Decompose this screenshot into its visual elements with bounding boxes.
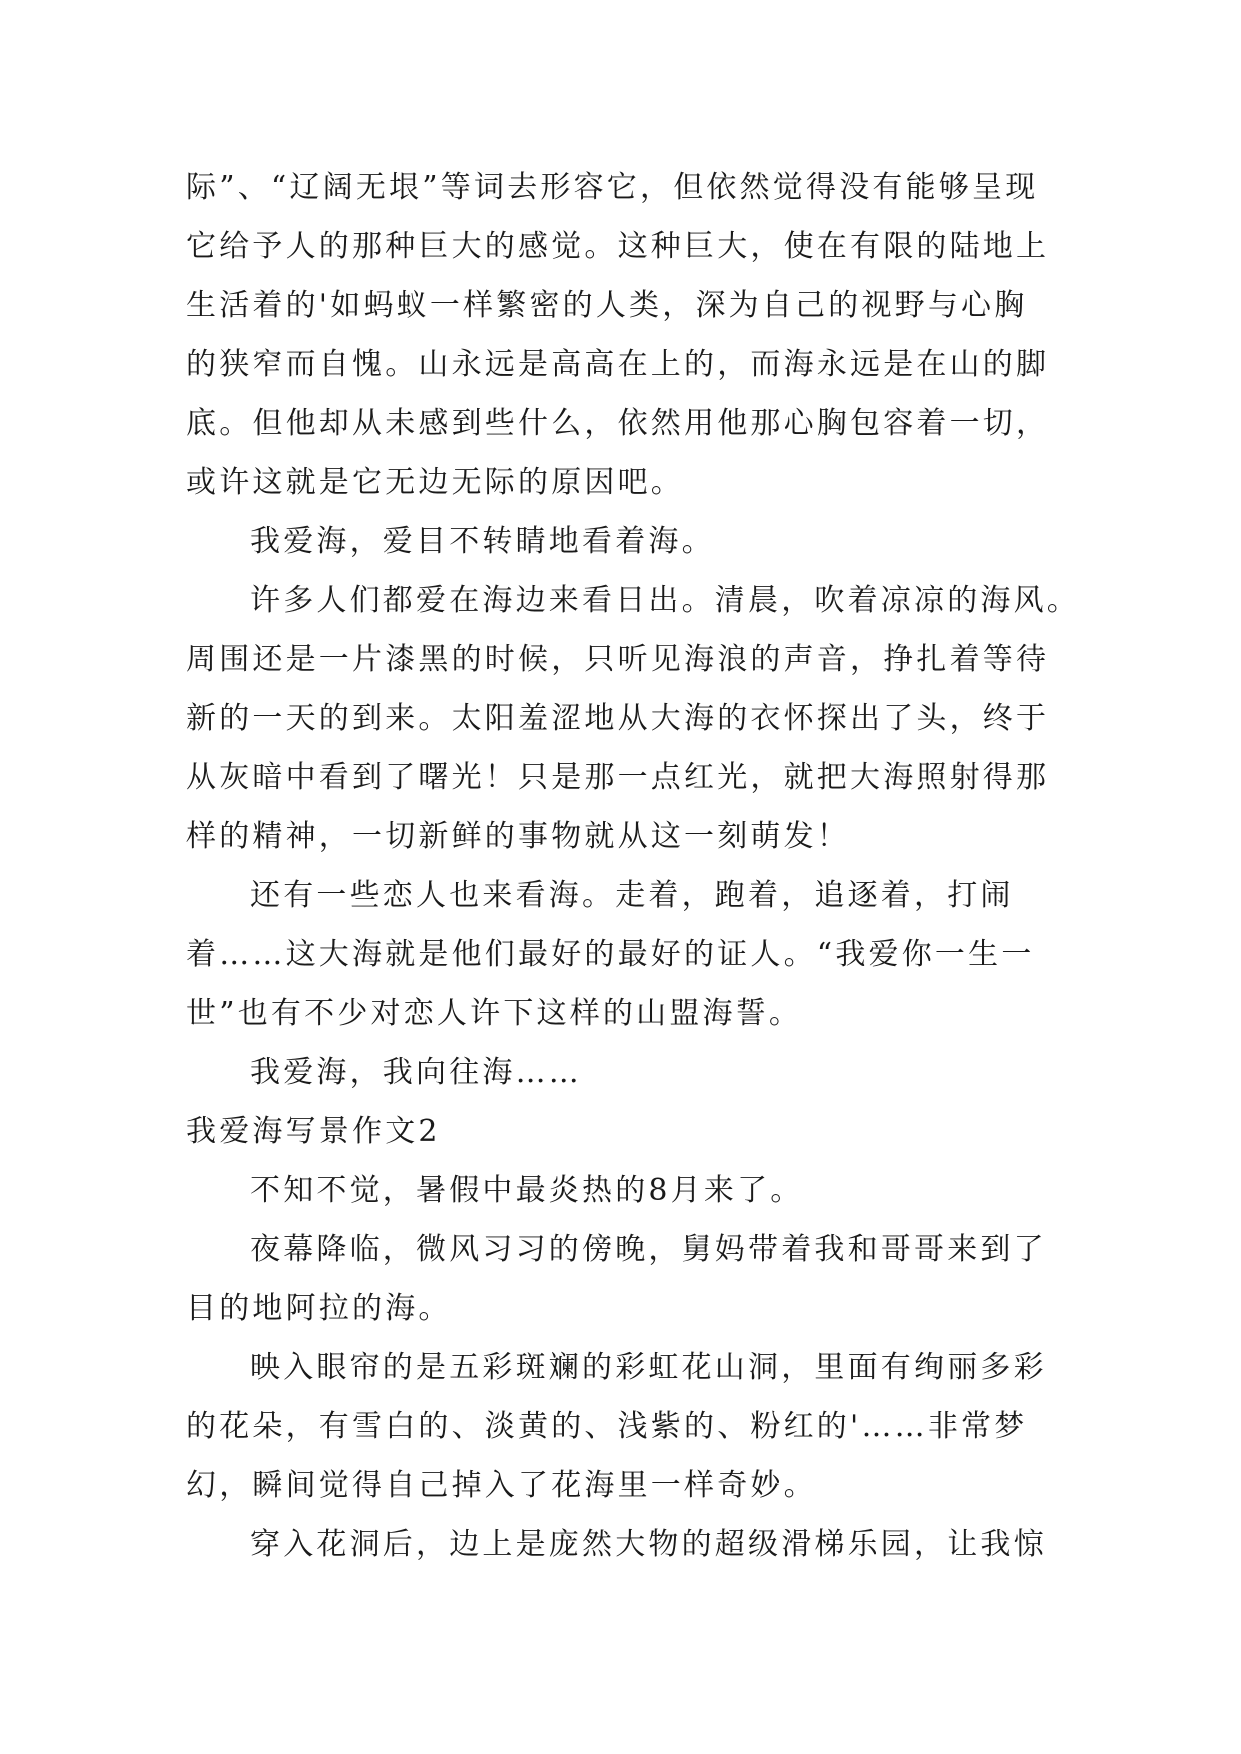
text-line: 从灰暗中看到了曙光！只是那一点红光，就把大海照射得那 — [186, 760, 1050, 795]
text-line: 幻，瞬间觉得自己掉入了花海里一样奇妙。 — [186, 1468, 817, 1503]
paragraph-start-line: 我爱海，我向往海…… — [250, 1055, 582, 1090]
text-line: 底。但他却从未感到些什么，依然用他那心胸包容着一切， — [186, 406, 1050, 441]
paragraph-start-line: 穿入花洞后，边上是庞然大物的超级滑梯乐园，让我惊 — [250, 1527, 1047, 1562]
paragraph-start-line: 我爱海，爱目不转睛地看着海。 — [250, 524, 715, 559]
text-line: 或许这就是它无边无际的原因吧。 — [186, 465, 684, 500]
text-line: 际”、“辽阔无垠”等词去形容它，但依然觉得没有能够呈现 — [186, 170, 1039, 205]
paragraph-start-line: 映入眼帘的是五彩斑斓的彩虹花山洞，里面有绚丽多彩 — [250, 1350, 1047, 1385]
section-heading: 我爱海写景作文2 — [186, 1114, 441, 1149]
text-line: 着……这大海就是他们最好的最好的证人。“我爱你一生一 — [186, 937, 1035, 972]
text-line: 目的地阿拉的海。 — [186, 1291, 452, 1326]
text-line: 世”也有不少对恋人许下这样的山盟海誓。 — [186, 996, 803, 1031]
paragraph-start-line: 还有一些恋人也来看海。走着，跑着，追逐着，打闹 — [250, 878, 1014, 913]
document-body — [186, 158, 1080, 1574]
text-line: 样的精神，一切新鲜的事物就从这一刻萌发！ — [186, 819, 850, 854]
paragraph-start-line: 不知不觉，暑假中最炎热的8月来了。 — [250, 1173, 804, 1208]
text-line: 新的一天的到来。太阳羞涩地从大海的衣怀探出了头，终于 — [186, 701, 1050, 736]
text-line: 的花朵，有雪白的、淡黄的、浅紫的、粉红的'……非常梦 — [186, 1409, 1028, 1444]
text-line: 它给予人的那种巨大的感觉。这种巨大，使在有限的陆地上 — [186, 229, 1050, 264]
paragraph-start-line: 夜幕降临，微风习习的傍晚，舅妈带着我和哥哥来到了 — [250, 1232, 1047, 1267]
text-line: 周围还是一片漆黑的时候，只听见海浪的声音，挣扎着等待 — [186, 642, 1050, 677]
paragraph-start-line: 许多人们都爱在海边来看日出。清晨，吹着凉凉的海风。 — [250, 583, 1080, 618]
text-line: 生活着的'如蚂蚁一样繁密的人类，深为自己的视野与心胸 — [186, 288, 1028, 323]
text-line: 的狭窄而自愧。山永远是高高在上的，而海永远是在山的脚 — [186, 347, 1050, 382]
